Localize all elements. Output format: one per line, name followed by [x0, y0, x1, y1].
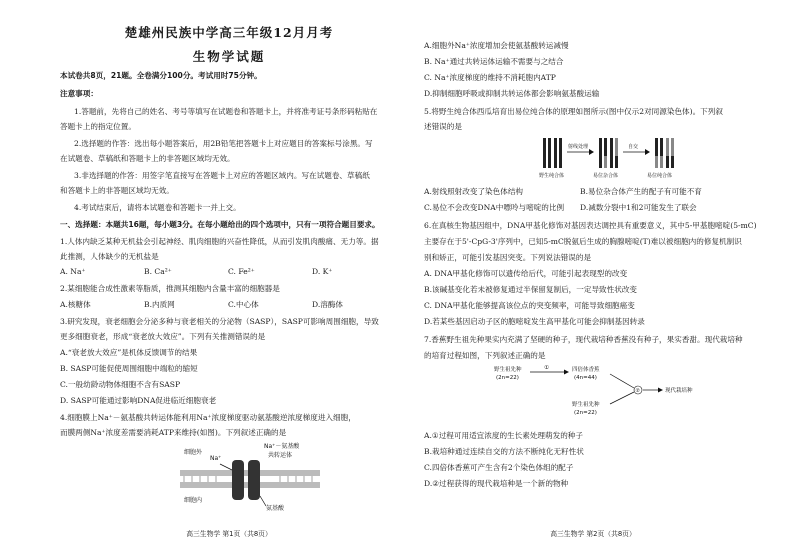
question-1-line: 1.人体内缺乏某种无机盐会引起神经、肌肉细胞的兴奋性降低，从而引发肌肉酸痛、无力等。据 — [60, 237, 379, 246]
question-4-option: D.抑制细胞呼吸或抑制共转运体都会影响氨基酸运输 — [424, 89, 600, 98]
question-7-line: 的培育过程如图，下列叙述正确的是 — [424, 351, 546, 360]
option-d: D.溶酶体 — [312, 300, 344, 309]
question-5-options-row2 — [424, 202, 697, 214]
left-page — [60, 0, 398, 554]
option-a: A.核糖体 — [60, 300, 91, 309]
translocation-homozygote-chromosomes — [655, 138, 674, 168]
question-4-option: A.细胞外Na⁺浓度增加会使氨基酸转运减慢 — [424, 41, 569, 50]
tetraploid: 四倍体香蕉 — [572, 367, 600, 373]
question-4-line: 而膜两侧Na⁺浓度差需要消耗ATP来维持(如图)。下列叙述正确的是 — [60, 428, 287, 437]
membrane-transporter-figure — [180, 440, 320, 522]
irradiation-label: 射线处理 — [568, 144, 589, 150]
translocation-figure — [539, 136, 689, 180]
wild-ancestor-2-ploidy: (2n=22) — [574, 410, 597, 416]
hetero-label: 易位杂合体 — [593, 173, 619, 179]
notice-line: 在试题卷、草稿纸和答题卡上的非答题区域均无效。 — [60, 154, 235, 163]
notice-line: 1.答题前，先将自己的姓名、考号等填写在试题卷和答题卡上，并将准考证号条形码粘贴在 — [74, 107, 378, 116]
section-heading: 一、选择题：本题共16题，每小题3分。在每小题给出的四个选项中，只有一项符合题目要求。 — [60, 220, 380, 229]
question-1-line: 此推测，人体缺少的无机盐是 — [60, 252, 159, 261]
inside-label: 细胞内 — [184, 497, 203, 504]
option-c: C.中心体 — [228, 300, 259, 309]
question-5-options-row1 — [424, 186, 702, 198]
question-6-line: 主要存在于5'-CpG-3'序列中，已知5-mC脱氨后生成的胸腺嘧啶(T)难以被细胞内的修复机制识 — [424, 237, 742, 246]
page-footer: 高三生物学 第2页（共8页） — [550, 530, 636, 538]
modern-cultivar: 现代栽培种 — [665, 388, 693, 394]
exam-meta: 本试卷共8页，21题。全卷满分100分。考试用时75分钟。 — [60, 71, 262, 80]
question-2-line: 2.某细胞能合成性激素等脂质，推测其细胞内含量丰富的细胞器是 — [60, 284, 280, 293]
wild-ancestor-1: 野生祖先种 — [494, 367, 522, 373]
question-1-options — [60, 266, 398, 278]
question-7-option: B.栽培种通过连续自交的方法不断纯化无籽性状 — [424, 447, 584, 456]
question-6-line: 6.在真核生物基因组中，DNA甲基化修饰对基因表达调控具有重要意义，其中5-甲基胞嘧啶(5-mC) — [424, 221, 757, 230]
option-a: A. Na⁺ — [60, 267, 86, 276]
question-7-option: D.②过程获得的现代栽培种是一个新的物种 — [424, 479, 569, 488]
question-6-option: B.该碱基变化若未被修复通过半保留复制后，一定导致性状改变 — [424, 285, 638, 294]
question-3-option: A.“衰老放大效应”是机体反馈调节的结果 — [60, 348, 198, 357]
option-b: B.内质网 — [144, 300, 175, 309]
notice-line: 2.选择题的作答：选出每小题答案后，用2B铅笔把答题卡上对应题目的答案标号涂黑。写 — [74, 139, 373, 148]
homo-label: 易位纯合体 — [647, 173, 673, 179]
question-2-options — [60, 299, 398, 311]
question-4-option: B. Na⁺通过共转运体运输不需要与之结合 — [424, 57, 564, 66]
notice-line: 和答题卡上的非答题区域均无效。 — [60, 186, 174, 195]
step2-label: ② — [635, 388, 640, 394]
option-c: C.易位不会改变DNA中嘌呤与嘧啶的比例 — [424, 203, 565, 212]
na-arrow — [220, 464, 232, 470]
translocation-heterozygote-chromosomes — [599, 138, 618, 168]
notice-heading: 注意事项： — [60, 89, 98, 98]
question-3-line: 更多细胞衰老，形成“衰老放大效应”。下列有关推测错误的是 — [60, 332, 266, 341]
option-a: A.射线照射改变了染色体结构 — [424, 187, 524, 196]
question-3-option: D. SASP可能通过影响DNA促进临近细胞衰老 — [60, 396, 217, 405]
right-page — [424, 0, 762, 554]
exam-subtitle: 生物学试题 — [192, 49, 266, 64]
arrowhead — [589, 149, 594, 155]
outside-label: 细胞外 — [184, 449, 203, 456]
option-d: D. K⁺ — [312, 267, 333, 276]
notice-line: 3.非选择题的作答：用签字笔直接写在答题卡上对应的答题区域内。写在试题卷、草稿纸 — [74, 171, 370, 180]
transporter-label: Na⁺－氨基酸 — [264, 443, 300, 450]
question-4-line: 4.细胞膜上Na⁺－氨基酸共转运体能利用Na⁺浓度梯度驱动氨基酸逆浓度梯度进入细胞， — [60, 413, 356, 422]
wild-homozygote-chromosomes — [543, 138, 562, 168]
question-5-line: 述错误的是 — [424, 122, 462, 131]
wild-ancestor-2: 野生祖先种 — [572, 402, 600, 408]
question-3-line: 3.研究发现，衰老细胞会分泌多种与衰老相关的分泌物（SASP），SASP可影响周围细胞，导致 — [60, 317, 379, 326]
option-c: C. Fe²⁺ — [228, 267, 255, 276]
question-3-option: B. SASP可能促使周围细胞中端粒的缩短 — [60, 364, 198, 373]
question-6-line: 别和矫正，可能引发基因突变。下列说法错误的是 — [424, 253, 592, 262]
tetraploid-ploidy: (4n=44) — [574, 375, 597, 381]
option-b: B.易位杂合体产生的配子有可能不育 — [580, 187, 702, 196]
transporter-protein — [232, 460, 260, 500]
option-b: B. Ca²⁺ — [144, 267, 172, 276]
question-7-option: C.四倍体香蕉可产生含有2个染色体组的配子 — [424, 463, 574, 472]
option-d: D.减数分裂中1和2可能发生了联会 — [580, 203, 697, 212]
merge-line-bottom — [610, 392, 634, 404]
question-6-option: D.若某些基因启动子区的胞嘧啶发生高甲基化可能会抑制基因转录 — [424, 317, 645, 326]
question-6-option: C. DNA甲基化能够提高该位点的突变频率，可能导致细胞癌变 — [424, 301, 635, 310]
question-7-option: A.①过程可用适宜浓度的生长素处理萌发的种子 — [424, 431, 583, 440]
transporter-label-2: 共转运体 — [268, 452, 293, 459]
notice-line: 答题卡上的指定位置。 — [60, 122, 136, 131]
arrowhead — [564, 370, 569, 375]
page-footer: 高三生物学 第1页（共8页） — [186, 530, 272, 538]
question-5-line: 5.将野生纯合体西瓜培育出易位纯合体的原理如图所示(图中仅示2对同源染色体)。下列叙 — [424, 107, 723, 116]
question-6-option: A. DNA甲基化修饰可以遗传给后代，可能引起表现型的改变 — [424, 269, 628, 278]
wild-ancestor-1-ploidy: (2n=22) — [496, 375, 519, 381]
question-7-line: 7.香蕉野生祖先种果实内充满了坚硬的种子，现代栽培种香蕉没有种子，果实香甜。现代栽培种 — [424, 335, 743, 344]
question-4-option: C. Na⁺浓度梯度的维持不消耗胞内ATP — [424, 73, 556, 82]
arrowhead — [658, 388, 663, 393]
arrowhead — [645, 149, 650, 155]
question-3-option: C.一般幼龄动物体细胞不含有SASP — [60, 380, 181, 389]
na-label: Na⁺ — [210, 455, 222, 462]
merge-line-top — [610, 374, 634, 388]
notice-line: 4.考试结束后，请将本试题卷和答题卡一并上交。 — [74, 203, 241, 212]
step1-label: ① — [544, 365, 549, 371]
exam-title: 楚雄州民族中学高三年级12月月考 — [124, 25, 334, 40]
amino-acid-label: 氨基酸 — [266, 505, 285, 512]
banana-breeding-figure — [494, 362, 704, 424]
wild-label: 野生纯合体 — [539, 173, 565, 179]
selfing-label: 自交 — [628, 144, 639, 150]
aa-arrow — [260, 496, 266, 506]
